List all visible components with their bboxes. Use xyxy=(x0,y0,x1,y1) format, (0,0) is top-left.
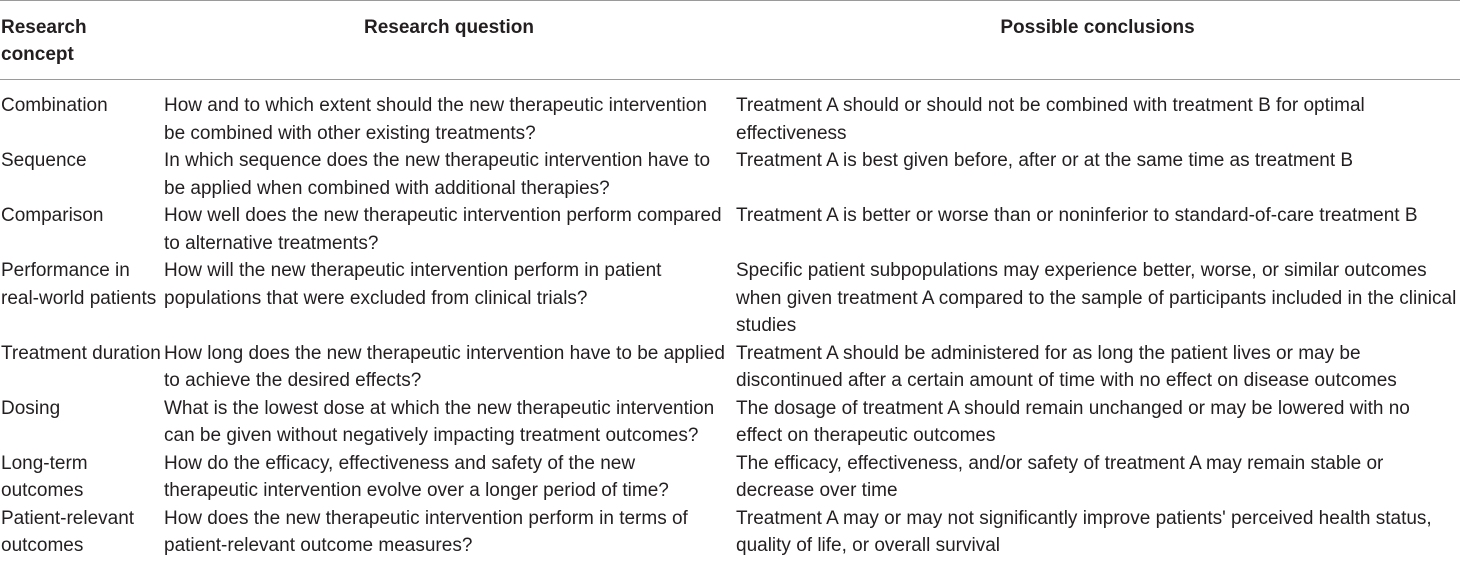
header-research-question: Research question xyxy=(364,17,534,38)
table-row xyxy=(0,340,1460,395)
row-question: How will the new therapeutic intervention perform in patient populations that were excluded from clinical trials? xyxy=(164,260,662,309)
table-body xyxy=(0,80,1460,560)
row-concept: Long-term outcomes xyxy=(1,452,88,501)
row-conclusion: Treatment A should or should not be combined with treatment B for optimal effectiveness xyxy=(736,95,1365,144)
row-concept: Comparison xyxy=(1,205,104,226)
row-concept: Performance in real-world patients xyxy=(1,260,157,309)
header-research-concept: Research concept xyxy=(1,17,87,65)
row-concept: Combination xyxy=(1,95,108,116)
row-concept: Patient-relevant outcomes xyxy=(1,507,135,556)
row-conclusion: The efficacy, effectiveness, and/or safety of treatment A may remain stable or decrease over time xyxy=(736,452,1384,501)
row-question: How does the new therapeutic intervention perform in terms of patient-relevant outcome measures? xyxy=(164,507,688,556)
row-concept: Treatment duration xyxy=(1,342,161,364)
row-question: How and to which extent should the new therapeutic intervention be combined with other existing treatments? xyxy=(164,95,707,144)
row-conclusion: Treatment A may or may not significantly improve patients' perceived health status, quality of life, or overall survival xyxy=(736,507,1432,556)
table-row xyxy=(0,202,1460,257)
table-header xyxy=(0,1,1460,80)
row-conclusion: Treatment A should be administered for as long the patient lives or may be discontinued after a certain amount of time with no effect on disease outcomes xyxy=(736,342,1397,391)
table-row xyxy=(0,257,1460,340)
table-row xyxy=(0,395,1460,450)
table-row xyxy=(0,450,1460,505)
row-conclusion: Treatment A is better or worse than or noninferior to standard-of-care treatment B xyxy=(736,205,1418,226)
row-question: How do the efficacy, effectiveness and safety of the new therapeutic intervention evolve over a longer period of time? xyxy=(164,452,669,501)
row-question: How well does the new therapeutic intervention perform compared to alternative treatments? xyxy=(164,205,722,254)
row-conclusion: Treatment A is best given before, after or at the same time as treatment B xyxy=(736,150,1354,171)
table-row xyxy=(0,505,1460,560)
row-question: In which sequence does the new therapeutic intervention have to be applied when combined with additional therapies? xyxy=(164,150,711,199)
row-question: What is the lowest dose at which the new therapeutic intervention can be given without negatively impacting treatment outcomes? xyxy=(164,397,715,446)
table-row xyxy=(0,80,1460,148)
header-row xyxy=(0,1,1460,80)
table-row xyxy=(0,147,1460,202)
row-concept: Dosing xyxy=(1,397,61,419)
header-possible-conclusions: Possible conclusions xyxy=(1000,17,1195,38)
row-conclusion: Specific patient subpopulations may experience better, worse, or similar outcomes when given treatment A compared to the sample of participants included in the clinical studies xyxy=(736,260,1457,336)
row-conclusion: The dosage of treatment A should remain unchanged or may be lowered with no effect on therapeutic outcomes xyxy=(736,397,1410,446)
row-question: How long does the new therapeutic intervention have to be applied to achieve the desired effects? xyxy=(164,342,725,391)
row-concept: Sequence xyxy=(1,150,87,171)
